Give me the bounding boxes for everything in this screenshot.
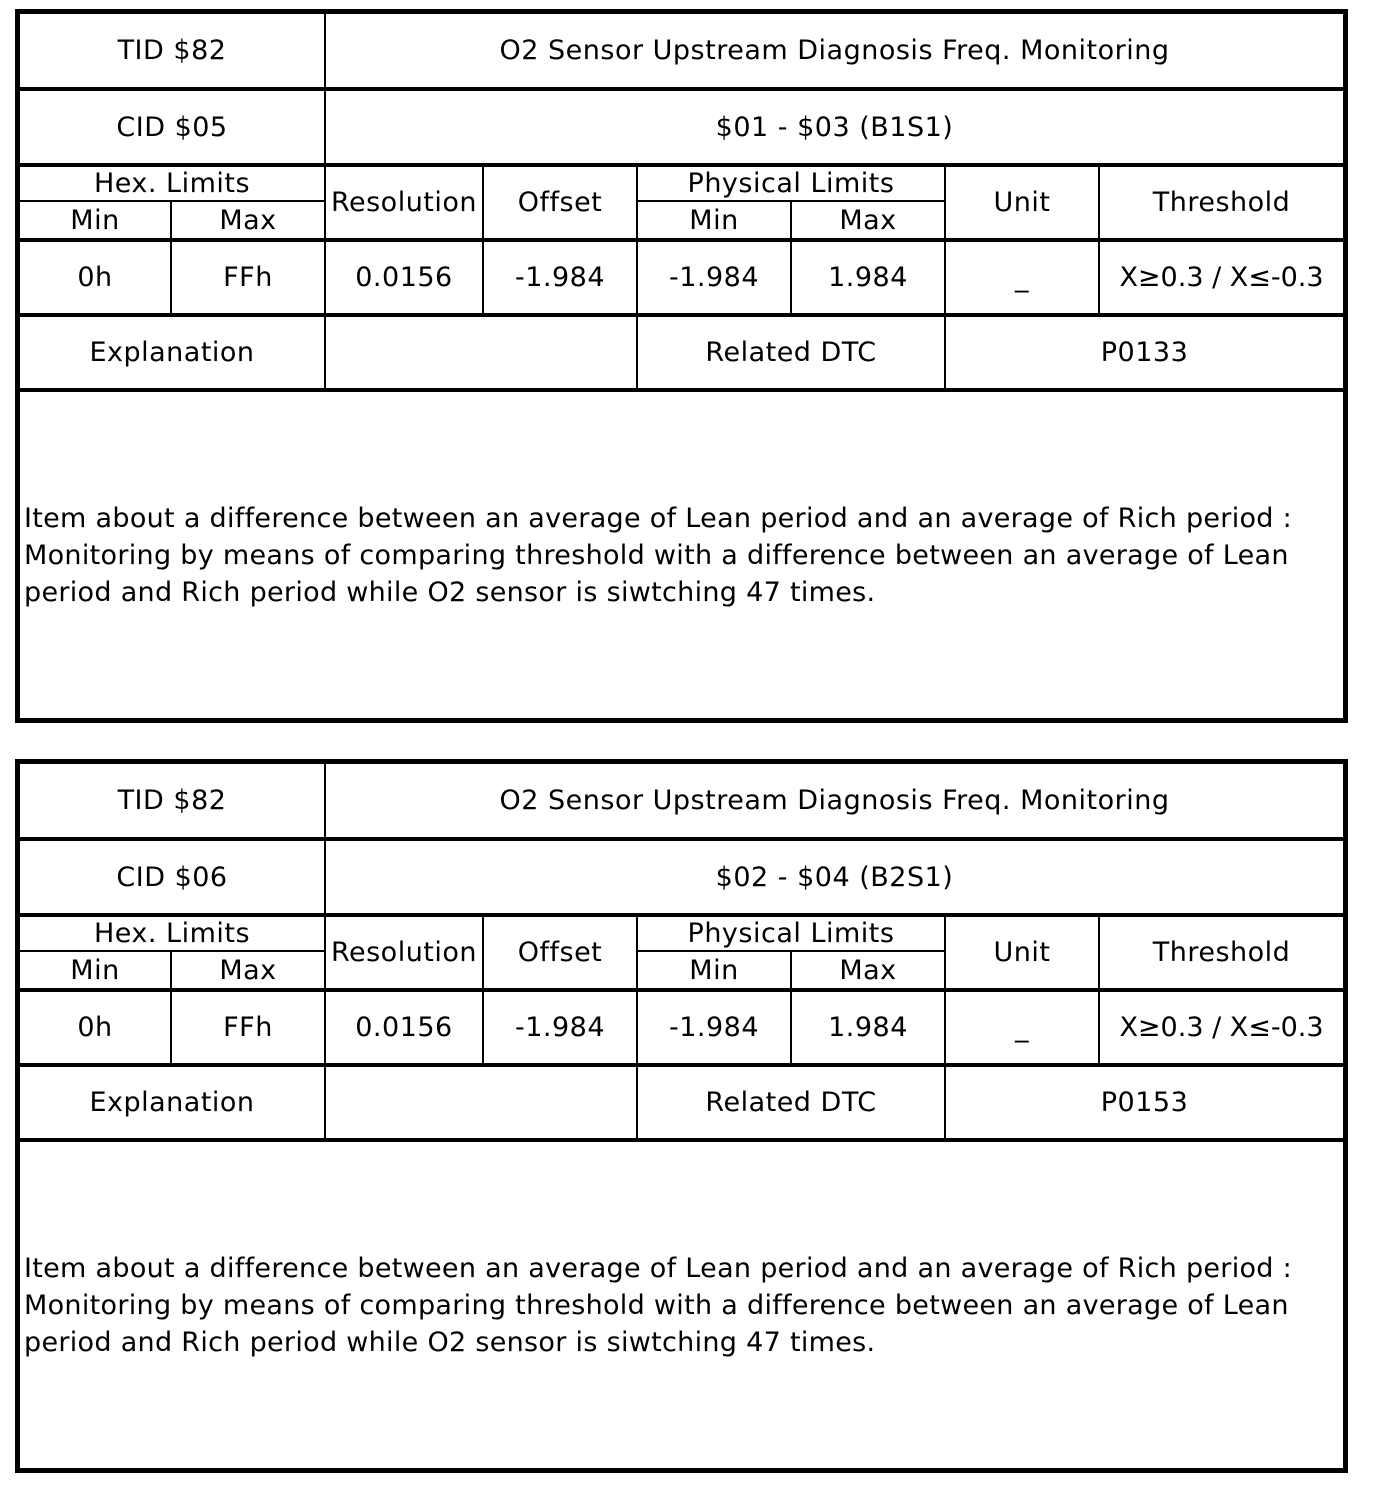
explanation-text: Item about a difference between an average of Lean period and an average of Rich period : Monitoring by means of comparing threshold with a difference between an average of Lean period and Rich period while O2 sensor is siwtching 47 times. <box>24 1253 1293 1358</box>
row-divider <box>20 1138 1343 1142</box>
hex-min-value: 0h <box>77 1012 113 1043</box>
unit-value: _ <box>1015 1012 1029 1043</box>
threshold-header: Threshold <box>1152 937 1291 968</box>
phys-min-value: -1.984 <box>668 1012 760 1043</box>
tid-label: TID $82 <box>117 35 227 66</box>
explanation-label: Explanation <box>89 337 255 368</box>
resolution-header: Resolution <box>330 187 478 218</box>
hex-limits-header: Hex. Limits <box>93 168 251 199</box>
threshold-value: X≥0.3 / X≤-0.3 <box>1119 262 1324 293</box>
related-dtc-value: P0153 <box>1100 1087 1189 1118</box>
cid-value: $01 - $03 (B1S1) <box>715 111 954 143</box>
tid-label: TID $82 <box>117 785 227 816</box>
explanation-value <box>326 1067 636 1138</box>
phys-min-value: -1.984 <box>668 262 760 293</box>
threshold-value: X≥0.3 / X≤-0.3 <box>1119 1012 1324 1043</box>
hex-max-value: FFh <box>223 1012 273 1043</box>
cid-label: CID $05 <box>116 111 228 143</box>
resolution-value: 0.0156 <box>355 1012 453 1043</box>
related-dtc-label: Related DTC <box>705 337 877 368</box>
phys-max-header: Max <box>839 954 897 986</box>
offset-value: -1.984 <box>514 1012 606 1043</box>
explanation-value <box>326 317 636 388</box>
phys-min-header: Min <box>689 954 739 986</box>
phys-max-value: 1.984 <box>828 262 908 293</box>
explanation-text: Item about a difference between an average of Lean period and an average of Rich period : Monitoring by means of comparing threshold with a difference between an average of Lean period and Rich period while O2 sensor is siwtching 47 times. <box>24 503 1293 608</box>
unit-value: _ <box>1015 262 1029 293</box>
hex-max-value: FFh <box>223 262 273 293</box>
physical-limits-header: Physical Limits <box>687 168 895 199</box>
unit-header: Unit <box>993 187 1051 218</box>
phys-min-header: Min <box>689 204 739 236</box>
related-dtc-value: P0133 <box>1100 337 1189 368</box>
explanation-label: Explanation <box>89 1087 255 1118</box>
cid-value: $02 - $04 (B2S1) <box>715 861 954 893</box>
cid-label: CID $06 <box>116 861 228 893</box>
phys-max-value: 1.984 <box>828 1012 908 1043</box>
physical-limits-header: Physical Limits <box>687 918 895 949</box>
hex-min-header: Min <box>70 954 120 986</box>
monitor-title: O2 Sensor Upstream Diagnosis Freq. Monitoring <box>499 35 1170 66</box>
threshold-header: Threshold <box>1152 187 1291 218</box>
offset-header: Offset <box>517 187 603 218</box>
offset-value: -1.984 <box>514 262 606 293</box>
related-dtc-label: Related DTC <box>705 1087 877 1118</box>
hex-min-header: Min <box>70 204 120 236</box>
hex-limits-header: Hex. Limits <box>93 918 251 949</box>
hex-max-header: Max <box>219 954 277 986</box>
unit-header: Unit <box>993 937 1051 968</box>
hex-max-header: Max <box>219 204 277 236</box>
hex-min-value: 0h <box>77 262 113 293</box>
monitor-table-cid-05 <box>15 9 1348 723</box>
resolution-header: Resolution <box>330 937 478 968</box>
offset-header: Offset <box>517 937 603 968</box>
monitor-table-cid-06 <box>15 759 1348 1473</box>
phys-max-header: Max <box>839 204 897 236</box>
resolution-value: 0.0156 <box>355 262 453 293</box>
monitor-title: O2 Sensor Upstream Diagnosis Freq. Monitoring <box>499 785 1170 816</box>
row-divider <box>20 388 1343 392</box>
